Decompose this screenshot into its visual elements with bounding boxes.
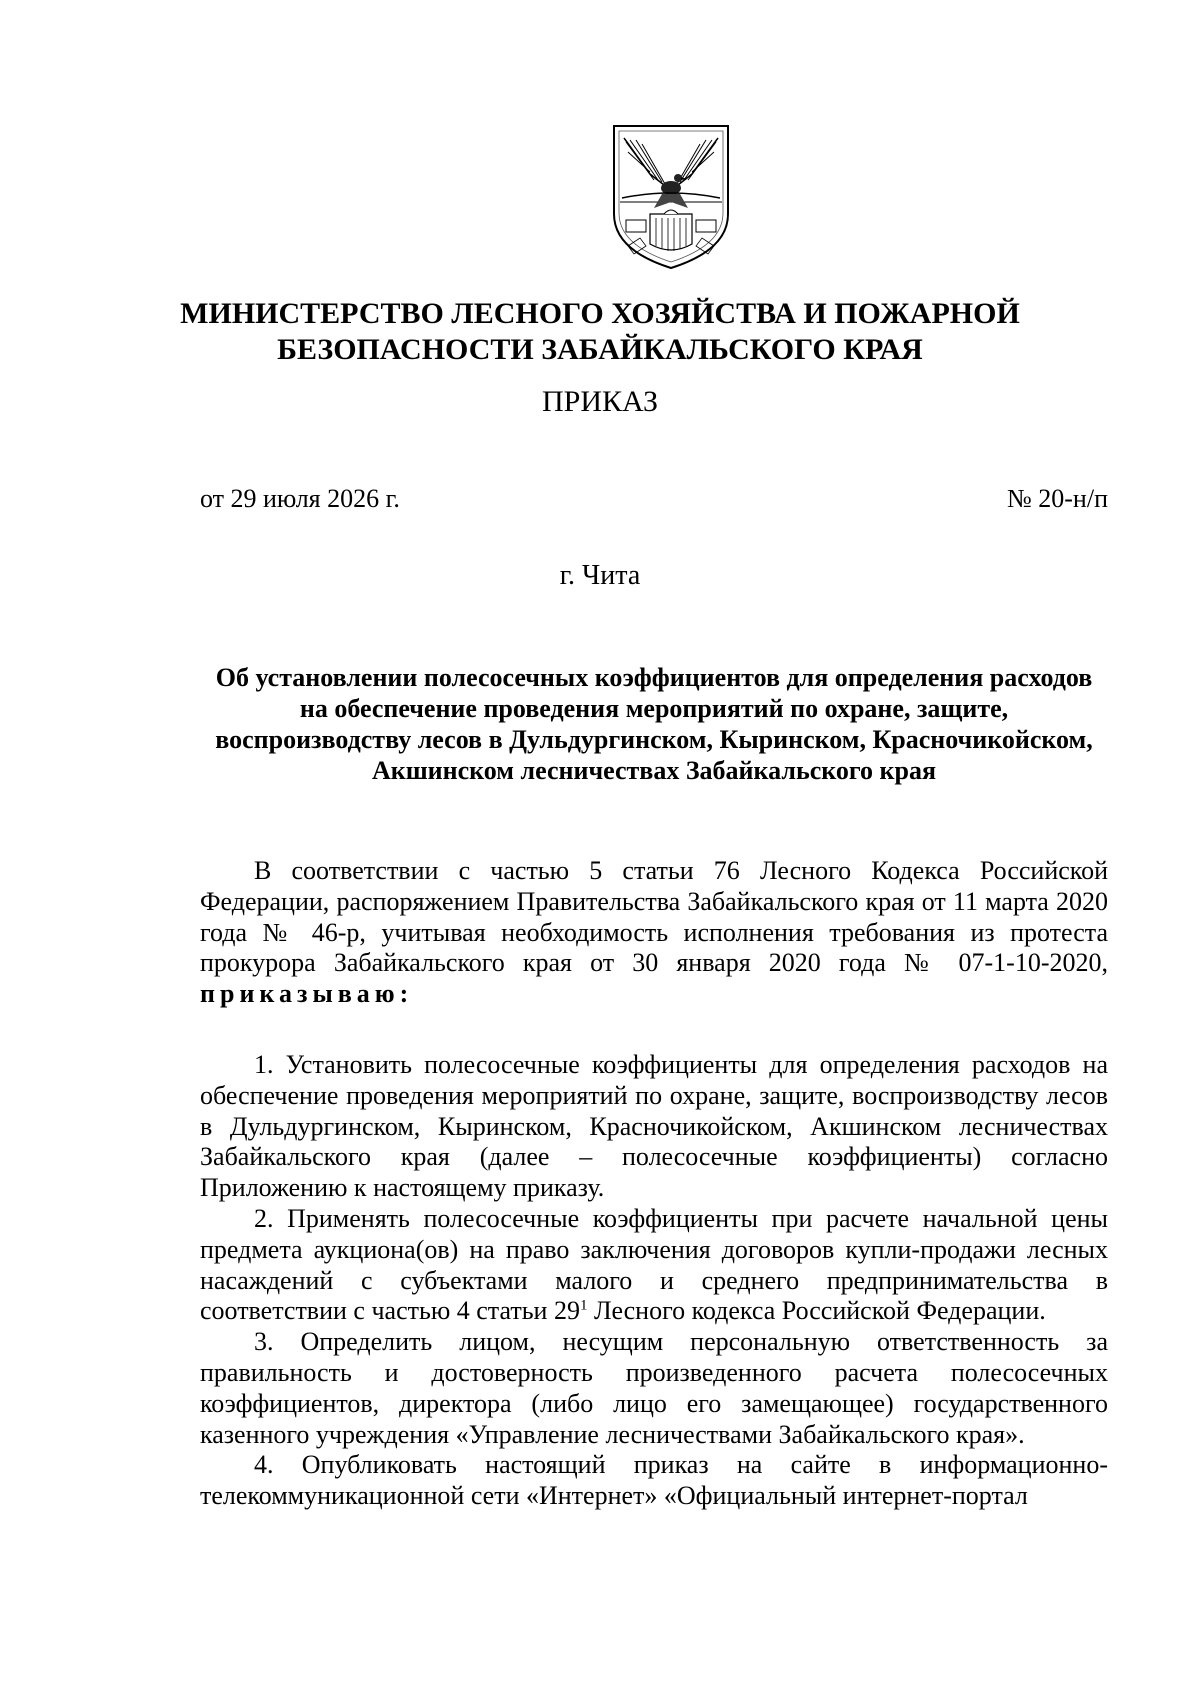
point-2-text: 2. Применять полесосечные коэффициенты при расчете начальной цены предмета аукциона(ов) на право заключения договоров купли-продажи лесных насаждений с субъектами малого и среднего предпринимательства в соответствии с частью 4 статьи 29	[200, 1203, 1108, 1326]
point-3: 3. Определить лицом, несущим персональную ответственность за правильность и достоверность произведенного расчета полесосечных коэффициентов, директора (либо лицо его замещающее) государственного казенного учреждения «Управление лесничествами Забайкальского края».	[200, 1327, 1108, 1449]
document-number: № 20-н/п	[1006, 484, 1108, 513]
point-2-superscript: 1	[579, 1297, 588, 1314]
organization-name-line-2: БЕЗОПАСНОСТИ ЗАБАЙКАЛЬСКОГО КРАЯ	[277, 333, 923, 366]
point-2	[200, 1204, 1108, 1327]
organization-name	[150, 296, 1050, 368]
point-4: 4. Опубликовать настоящий приказ на сайте в информационно-телекоммуникационной сети «Интернет» «Официальный интернет-портал	[200, 1450, 1108, 1511]
point-1: 1. Установить полесосечные коэффициенты для определения расходов на обеспечение проведения мероприятий по охране, защите, воспроизводству лесов в Дульдургинском, Кыринском, Красночикойском, Акшинском лесничествах Забайкальского края (далее – полесосечные коэффициенты) согласно Приложению к настоящему приказу.	[200, 1050, 1108, 1203]
date-number-line	[200, 483, 1108, 515]
intro-paragraph	[200, 856, 1108, 1010]
order-word: приказываю:	[200, 979, 414, 1009]
document-title: Об установлении полесосечных коэффициентов для определения расходов на обеспечение проведения мероприятий по охране, защите, воспроизводству лесов в Дульдургинском, Кыринском, Красночикойском, Акшинском лесничествах Забайкальского края	[215, 663, 1093, 785]
organization-name-line-1: МИНИСТЕРСТВО ЛЕСНОГО ХОЗЯЙСТВА И ПОЖАРНОЙ	[180, 297, 1020, 330]
order-points	[200, 1050, 1108, 1512]
point-2-text-end: Лесного кодекса Российской Федерации.	[587, 1296, 1046, 1326]
coat-of-arms-icon	[610, 122, 732, 272]
intro-text: В соответствии с частью 5 статьи 76 Лесного Кодекса Российской Федерации, распоряжением Правительства Забайкальского края от 11 марта 2020 года № 46-р, учитывая необходимость исполнения требования из протеста прокурора Забайкальского края от 30 января 2020 года № 07-1-10-2020,	[200, 856, 1108, 978]
document-date: от 29 июля 2026 г.	[200, 484, 400, 513]
document-city: г. Чита	[559, 560, 641, 591]
intro-paragraph-block	[200, 856, 1108, 1010]
document-type: ПРИКАЗ	[542, 385, 658, 418]
